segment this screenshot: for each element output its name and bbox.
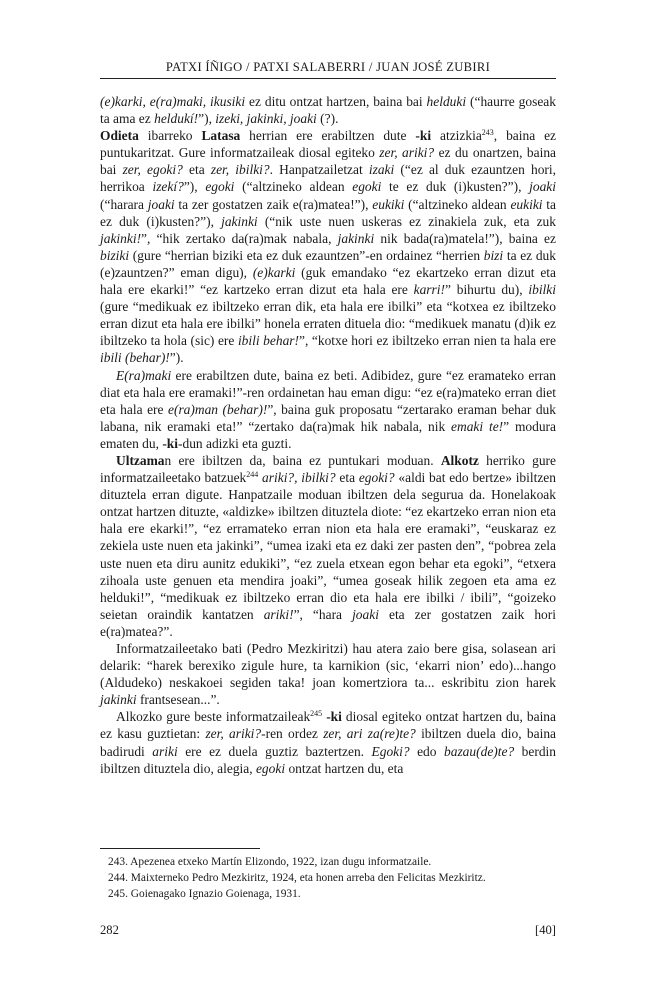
footnotes [100,854,556,903]
paragraph: Ultzaman ere ibiltzen da, baina ez puntukari moduan. Alkotz herriko gure informatzaileetako batzuek$^{244}$ ariki?, ibilki? eta egoki? «aldi bat edo bertze» ibiltzen dituztela erran digute. Hanpatzaile moduan ibiltzen dela segurua da. Honelakoak ontzat hartzen dituzte, «aldizke» ibiltzen dituztela diote: “ez ekartzeko erran nion eta hala ere ekarki!”, “ez erramateko erran nion eta hala ere eramaki”, “euskaraz ez zekiela uste nuen eta jakinki”, “umea izaki eta ez daki zer pasten den”, “pobrea zela uste nuen eta diru aunitz edukiki”, “ez zuela etxean egon behar eta egoki”, “etxera zihoala uste genuen eta mendira joaki”, “umea goseak hilik zegoen eta ama ez helduki!”, “medikuak ez ibiltzeko erran dio eta hala ere ibilki / ibili”, “goizeko seietan oraindik kantatzen ariki!”, “hara joaki eta zer gostatzen zaik hori e(ra)matea?”. [100,452,556,639]
paragraph: (e)karki, e(ra)maki, ikusiki ez ditu ontzat hartzen, baina bai helduki (“haurre goseak ta ama ez heldukí!”), izeki, jakinki, joaki (?). [100,94,556,127]
running-header: PATXI ÍÑIGO / PATXI SALABERRI / JUAN JOSÉ ZUBIRI [165,60,491,74]
footnote: 244. Maixterneko Pedro Mezkiritz, 1924, eta honen arreba den Felicitas Mezkiritz. [108,872,486,885]
main-text [100,93,556,777]
footnote: 243. Apezenea etxeko Martín Elizondo, 1922, izan dugu informatzaile. [108,856,432,868]
bracket-page-number: [40] [535,923,556,937]
footnote-rule [100,848,260,849]
paragraph: Odieta ibarreko Latasa herrian ere erabiltzen dute -ki atzizkia$^{243}$, baina ez puntukaritzat. Gure informatzaileak diosal egiteko zer, ariki? ez du onartzen, baina bai zer, egoki? eta zer, ibilki?. Hanpatzailetzat izaki (“ez al duk ezauntzen hori, herrikoa izekí?”), egoki (“altzineko aldean egoki te ez duk (i)kusten?”), joaki (“harara joaki ta zer gostatzen zaik e(ra)matea!”), eukiki (“altzineko aldean eukiki ta ez duk (i)kusten?”), jakinki (“nik uste nuen uskeras ez zinakiela zuk, eta zuk jakinki!”, “hik zertako da(ra)mak nabala, jakinki nik bada(ra)matela!”), baina ez biziki (gure “herrian biziki eta ez duk ezauntzen”-en ordainez “herrien bizi ta ez duk (e)zauntzen?” eman digu), (e)karki (guk emandako “ez ekartzeko erran dizut eta hala ere ekarki!” “ez kartzeko erran dizut eta hala ere karri!” bihurtu du), ibilki (gure “medikuak ez ibiltzeko erran dik, eta hala ere ibilki” eta “kotxea ez ibiltzeko erran dizut eta hala ere ibilki” honela erraten dituela dio: “medikuek manatu (d)ik ez ibiltzeko ta hola (sic) ere ibili behar!”, “kotxe hori ez ibiltzeko erran nien ta hala ere ibili (behar)!”). [100,128,557,366]
footnote: 245. Goienagako Ignazio Goienaga, 1931. [108,888,301,901]
page-number: 282 [100,923,119,937]
paragraph: Informatzaileetako bati (Pedro Mezkiritzi) hau atera zaio bere gisa, solasean ari delarik: “harek berexiko zigule hure, ta karnikion (sic, ‘ekarri nion’ edo)...hango (Aldudeko) neskakoei segiden taka! joan komertziora ta... eskribitu zion harek jakinki frantsesean...”. [100,641,556,708]
paragraph: E(ra)maki ere erabiltzen dute, baina ez beti. Adibidez, gure “ez eramateko erran diat eta hala ere eramaki!”-ren ordainetan hau eman digu: “ez e(ra)mateko erran diet eta hala ere e(ra)man (behar)!”, baina guk proposatu “zertarako eraman behar duk labana, nik eramaki eta!” “zertako da(ra)mak hik nabala, nik emaki te!” modura ematen du, -ki-dun adizki eta guzti. [100,367,556,451]
paragraph: Alkozko gure beste informatzaileak$^{245}$ -ki diosal egiteko ontzat hartzen du, baina ez kasu guztietan: zer, ariki?-ren ordez zer, ari za(re)te? ibiltzen duela dio, baina badirudi ariki ere ez duela guztiz baztertzen. Egoki? edo bazau(de)te? berdin ibiltzen dituztela dio, alegia, egoki ontzat hartzen du, eta [100,709,557,776]
header-rule [100,78,556,79]
